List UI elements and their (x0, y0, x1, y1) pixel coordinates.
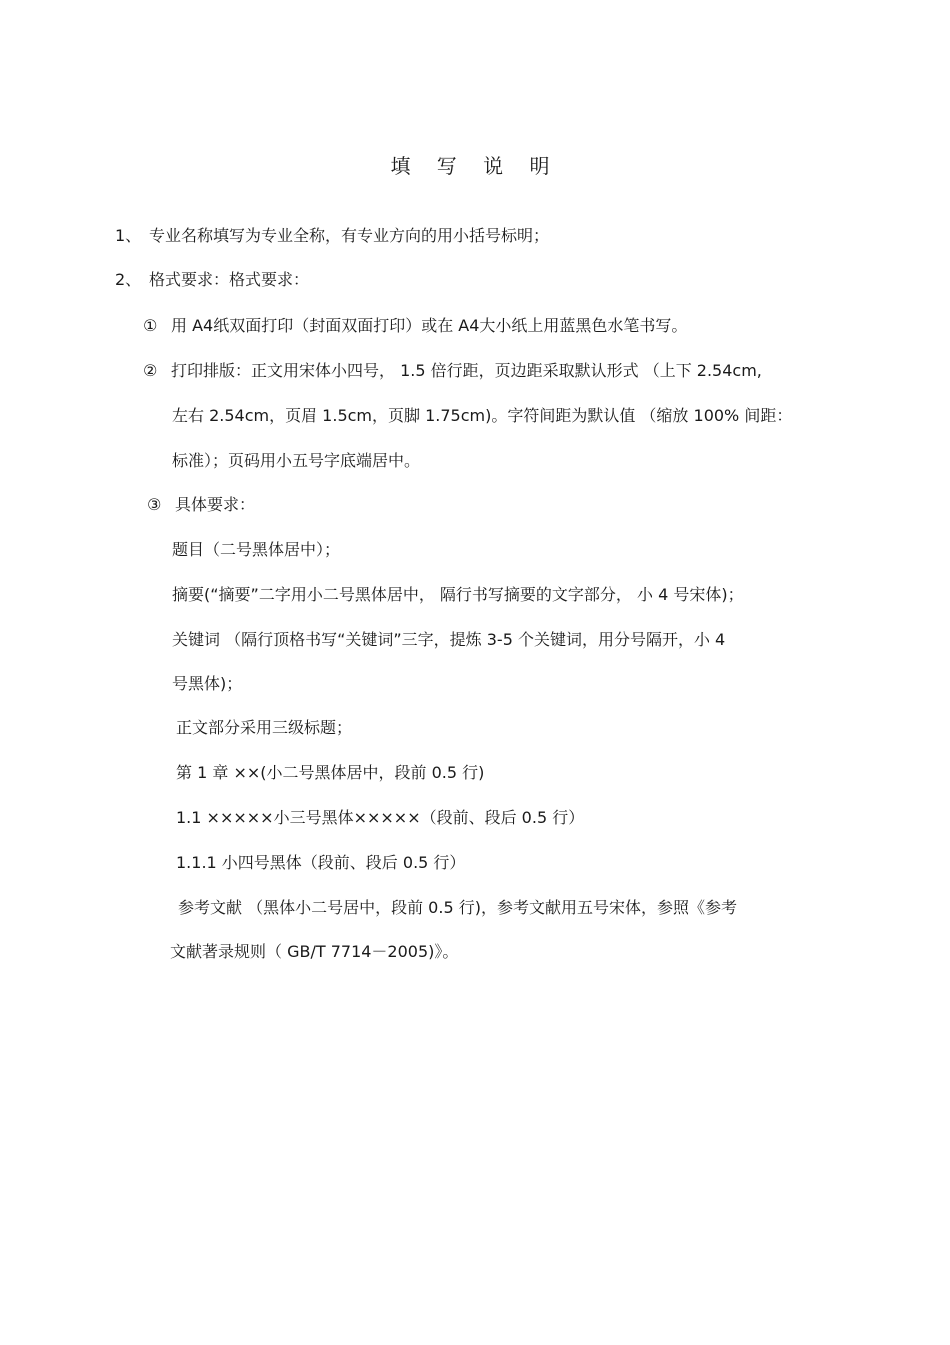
list-text: 格式要求：格式要求： (149, 270, 310, 289)
list-text: 专业名称填写为专业全称，有专业方向的用小括号标明； (149, 226, 550, 245)
requirement-line: 1.1.1 小四号黑体（段前、段后 0.5 行） (176, 853, 466, 872)
sub-text: 用 A4纸双面打印（封面双面打印）或在 A4大小纸上用蓝黑色水笔书写。 (171, 316, 688, 335)
requirement-line: 题目（二号黑体居中）； (172, 540, 341, 559)
list-item-2 (115, 268, 309, 292)
requirement-line: 参考文献 （黑体小二号居中，段前 0.5 行)，参考文献用五号宋体，参照《参考 (178, 898, 737, 917)
sub-item-2-line-2: 左右 2.54cm，页眉 1.5cm，页脚 1.75cm)。字符间距为默认值 （缩放 100% 间距： (172, 406, 793, 425)
requirement-line: 号黑体)； (172, 674, 243, 693)
requirement-line: 摘要(“摘要”二字用小二号黑体居中， 隔行书写摘要的文字部分， 小 4 号宋体)； (172, 585, 744, 604)
sub-item-2-line-3: 标准）；页码用小五号字底端居中。 (172, 451, 421, 470)
circled-marker: ① (143, 316, 158, 335)
requirement-line: 关键词 （隔行顶格书写“关键词”三字，提炼 3-5 个关键词，用分号隔开，小 4 (172, 630, 726, 649)
requirement-line: 第 1 章 ××(小二号黑体居中，段前 0.5 行) (176, 763, 485, 782)
requirement-line: 1.1 ×××××小三号黑体×××××（段前、段后 0.5 行） (176, 808, 585, 827)
sub-text-line: 打印排版：正文用宋体小四号， 1.5 倍行距，页边距采取默认形式 （上下 2.54cm, (171, 361, 762, 380)
circled-marker: ② (143, 361, 158, 380)
list-number: 1、 (115, 226, 142, 245)
requirement-line: 文献著录规则（ GB/T 7714－2005)》。 (170, 942, 459, 961)
page-title: 填 写 说 明 (390, 154, 560, 178)
list-number: 2、 (115, 270, 142, 289)
list-item-1 (115, 224, 549, 248)
sub-item-2 (143, 359, 762, 383)
sub-text: 具体要求： (175, 495, 256, 514)
sub-item-3 (147, 493, 255, 517)
sub-item-1 (143, 314, 687, 338)
requirement-line: 正文部分采用三级标题； (176, 718, 353, 737)
circled-marker: ③ (147, 495, 162, 514)
